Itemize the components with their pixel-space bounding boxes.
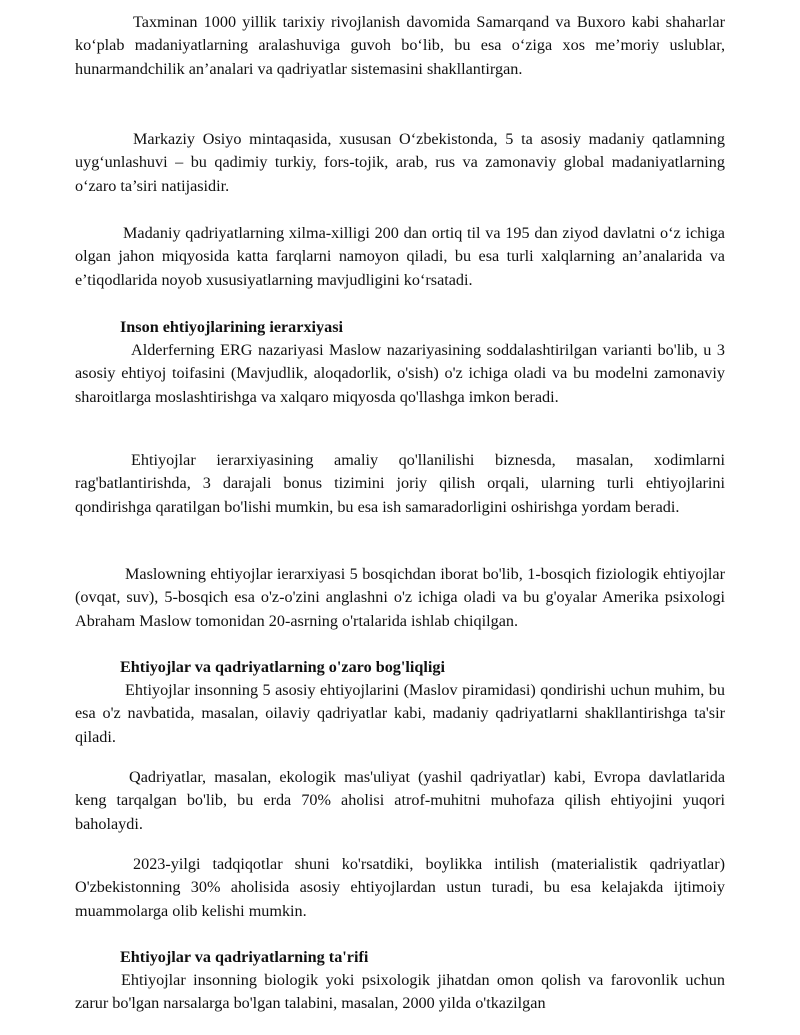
- paragraph-text: Ehtiyojlar insonning 5 asosiy ehtiyojlarini (Maslov piramidasi) qondirishi uchun muhim, bu esa o'z navbatida, masalan, oilaviy qadriyatlar kabi, madaniy qadriyatlarni shakllantirishga ta'sir qiladi.: [75, 681, 725, 746]
- paragraph-9: [75, 853, 725, 923]
- paragraph-text: Markaziy Osiyo mintaqasida, xususan O‘zbekistonda, 5 ta asosiy madaniy qatlamning uyg‘unlashuvi – bu qadimiy turkiy, fors-tojik, arab, rus va zamonaviy global madaniyatlarning o‘zaro ta’siri natijasidir.: [75, 130, 725, 195]
- section-heading: Inson ehtiyojlarining ierarxiyasi: [120, 318, 344, 336]
- section-heading: Ehtiyojlar va qadriyatlarning o'zaro bog'liqligi: [120, 658, 445, 676]
- paragraph-text: Qadriyatlar, masalan, ekologik mas'uliyat (yashil qadriyatlar) kabi, Evropa davlatlarida keng tarqalgan bo'lib, bu erda 70% aholisi atrof-muhitni muhofaza qilish ehtiyojini yuqori baholaydi.: [75, 768, 725, 833]
- paragraph-3: [75, 222, 725, 292]
- paragraph-2: [75, 128, 725, 198]
- paragraph-10: [75, 969, 725, 1016]
- paragraph-text: 2023-yilgi tadqiqotlar shuni ko'rsatdiki, boylikka intilish (materialistik qadriyatlar) O'zbekistonning 30% aholisida asosiy ehtiyojlardan ustun turadi, bu esa kelajakda ijtimoiy muammolarga olib kelishi mumkin.: [75, 855, 725, 920]
- paragraph-1: [75, 11, 725, 81]
- section-heading-1: [75, 316, 725, 339]
- section-heading-2: [75, 656, 725, 679]
- section-heading-3: [75, 946, 725, 969]
- paragraph-text: Alderferning ERG nazariyasi Maslow nazariyasining soddalashtirilgan varianti bo'lib, u 3 asosiy ehtiyoj toifasini (Mavjudlik, aloqadorlik, o'sish) o'z ichiga oladi va bu modelni zamonaviy sharoitlarga moslashtirishga va xalqaro miqyosda qo'llashga imkon beradi.: [75, 341, 725, 406]
- paragraph-6: [75, 563, 725, 633]
- paragraph-5: [75, 449, 725, 519]
- paragraph-7: [75, 679, 725, 749]
- section-heading: Ehtiyojlar va qadriyatlarning ta'rifi: [120, 948, 369, 966]
- paragraph-text: Maslowning ehtiyojlar ierarxiyasi 5 bosqichdan iborat bo'lib, 1-bosqich fiziologik ehtiyojlar (ovqat, suv), 5-bosqich esa o'z-o'zini anglashni o'z ichiga oladi va bu g'oyalar Amerika psixologi Abraham Maslow tomonidan 20-asrning o'rtalarida ishlab chiqilgan.: [75, 565, 725, 630]
- paragraph-8: [75, 766, 725, 836]
- paragraph-text: Madaniy qadriyatlarning xilma-xilligi 200 dan ortiq til va 195 dan ziyod davlatni o‘z ichiga olgan jahon miqyosida katta farqlarni namoyon qiladi, bu esa turli xalqlarning an’analarida va e’tiqodlarida noyob xususiyatlarning mavjudligini ko‘rsatadi.: [75, 224, 725, 289]
- paragraph-text: Ehtiyojlar insonning biologik yoki psixologik jihatdan omon qolish va farovonlik uchun zarur bo'lgan narsalarga bo'lgan talabini, masalan, 2000 yilda o'tkazilgan: [75, 971, 725, 1013]
- paragraph-text: Ehtiyojlar ierarxiyasining amaliy qo'llanilishi biznesda, masalan, xodimlarni rag'batlantirishda, 3 darajali bonus tizimini joriy qilish orqali, ularning turli ehtiyojlarini qondirishga qaratilgan bo'lishi mumkin, bu esa ish samaradorligini oshirishga yordam beradi.: [75, 451, 725, 516]
- paragraph-text: Taxminan 1000 yillik tarixiy rivojlanish davomida Samarqand va Buxoro kabi shaharlar ko‘plab madaniyatlarning aralashuviga guvoh bo‘lib, bu esa o‘ziga xos me’moriy uslublar, hunarmandchilik an’analari va qadriyatlar sistemasini shakllantirgan.: [75, 13, 725, 78]
- paragraph-4: [75, 339, 725, 409]
